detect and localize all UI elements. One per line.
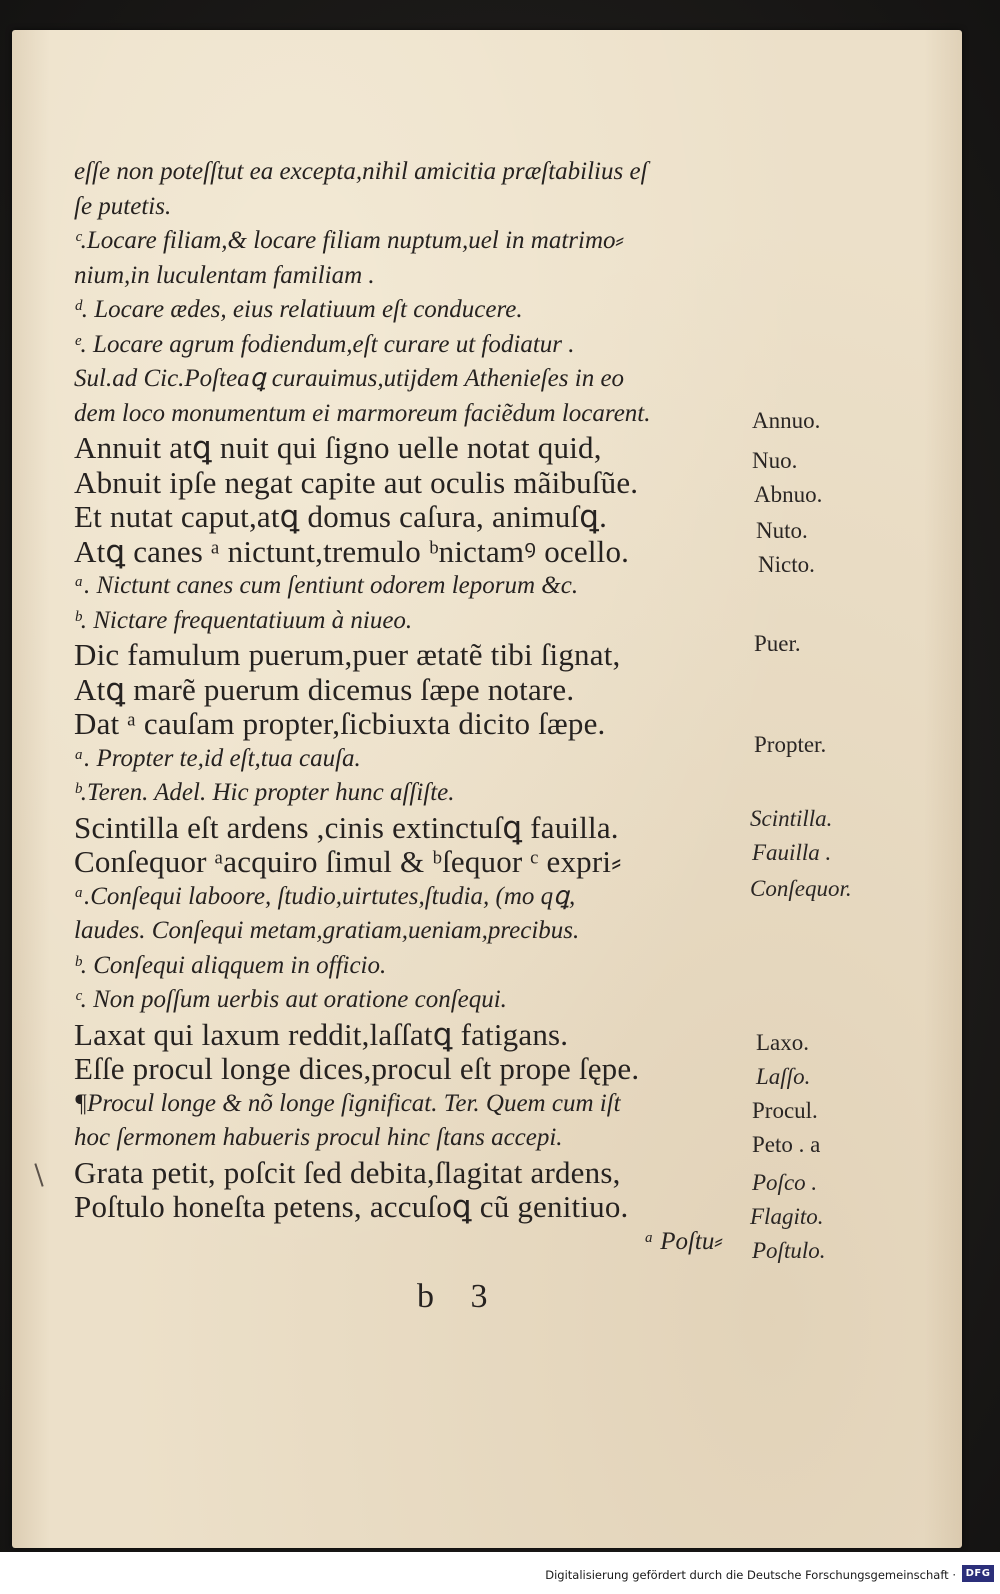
margin-note: Abnuo.	[754, 482, 823, 507]
margin-note: Flagito.	[750, 1204, 824, 1229]
margin-note: Laxo.	[756, 1030, 810, 1055]
book-page	[12, 30, 962, 1548]
text-line: ¶Procul longe & nõ longe ſignificat. Ter. Quem cum iſt	[74, 1089, 621, 1117]
text-line: ᶜ.Locare filiam,& locare filiam nuptum,uel in matrimo⸗	[74, 227, 624, 254]
margin-note: Procul.	[752, 1098, 818, 1123]
margin-note: Fauilla .	[752, 840, 832, 865]
text-line: ſe putetis.	[74, 192, 172, 220]
text-line: ᵃ. Nictunt canes cum ſentiunt odorem leporum &c.	[74, 572, 579, 599]
text-line: eſſe non poteſſtut ea excepta,nihil amicitia præſtabilius eſ	[74, 158, 648, 185]
text-line: ᵈ. Locare ædes, eius relatiuum eſt conducere.	[74, 296, 523, 323]
text-line: nium,in luculentam familiam .	[74, 261, 375, 289]
margin-note: Nuto.	[756, 518, 808, 543]
footer-credit: Digitalisierung gefördert durch die Deutsche Forschungsgemeinschaft ·	[545, 1568, 956, 1582]
text-line: Atꝗ marẽ puerum dicemus ſæpe notare.	[74, 671, 575, 707]
margin-note: Puer.	[754, 631, 801, 656]
text-line: ᵃ.Conſequi laboore, ſtudio,uirtutes,ſtudia, (mo qꝗ,	[74, 882, 576, 910]
text-line: Grata petit, poſcit ſed debita,ſlagitat ardens,	[74, 1154, 621, 1190]
text-line: Poſtulo honeſta petens, accuſoꝗ cũ genitiuo.	[74, 1189, 629, 1224]
margin-note: Poſtulo.	[752, 1238, 826, 1263]
margin-note: Nicto.	[758, 552, 815, 577]
text-line: Dat ᵃ cauſam propter,ſicbiuxta dicito ſæpe.	[74, 706, 606, 741]
margin-note: Scintilla.	[750, 806, 833, 831]
text-line: Atꝗ canes ᵃ nictunt,tremulo ᵇnictamꝰ ocello.	[74, 533, 630, 569]
text-line: Eſſe procul longe dices,procul eſt prope ſępe.	[74, 1051, 640, 1086]
text-line: ᶜ. Non poſſum uerbis aut oratione conſequi.	[74, 986, 507, 1013]
text-line: ᵃ Poſtu⸗	[644, 1227, 723, 1255]
text-line: ᵉ. Locare agrum fodiendum,eſt curare ut fodiatur .	[74, 330, 575, 358]
margin-note: Conſequor.	[750, 876, 852, 901]
text-line: dem loco monumentum ei marmoreum faciẽdum locarent.	[74, 399, 651, 427]
text-line: ᵇ. Nictare frequentatiuum à niueo.	[74, 606, 413, 634]
margin-notes	[12, 30, 962, 1548]
text-line: ᵇ.Teren. Adel. Hic propter hunc aſſiſte.	[74, 779, 455, 806]
margin-note: Annuo.	[752, 408, 821, 433]
margin-note: Poſco .	[752, 1170, 818, 1195]
text-line: Sul.ad Cic.Poſteaꝗ curauimus,utijdem Athenieſes in eo	[74, 365, 625, 392]
text-line: laudes. Conſequi metam,gratiam,ueniam,precibus.	[74, 917, 580, 944]
dfg-logo: DFG	[962, 1565, 994, 1582]
text-line: hoc ſermonem habueris procul hinc ſtans accepi.	[74, 1124, 563, 1151]
text-line: Dic famulum puerum,puer ætatẽ tibi ſignat,	[74, 637, 621, 672]
text-line: Laxat qui laxum reddit,laſſatꝗ fatigans.	[74, 1016, 569, 1052]
text-line: ᵃ. Propter te,id eſt,tua cauſa.	[74, 744, 361, 772]
text-line: ᵇ. Conſequi aliqquem in officio.	[74, 951, 387, 979]
margin-note: Laſſo.	[756, 1064, 811, 1089]
text-line: Et nutat caput,atꝗ domus caſura, animuſꝗ.	[74, 499, 608, 534]
text-line: Scintilla eſt ardens ,cinis extinctuſꝗ fauilla.	[74, 809, 619, 845]
text-line: Annuit atꝗ nuit qui ſigno uelle notat quid,	[74, 430, 602, 465]
text-line: Conſequor ᵃacquiro ſimul & ᵇſequor ᶜ expri⸗	[74, 844, 622, 879]
margin-note: Nuo.	[752, 448, 798, 473]
margin-note: Peto . a	[752, 1132, 821, 1157]
margin-note: Propter.	[754, 732, 827, 757]
text-line: Abnuit ipſe negat capite aut oculis mãibuſũe.	[74, 464, 639, 500]
signature-mark: b 3	[417, 1278, 502, 1315]
